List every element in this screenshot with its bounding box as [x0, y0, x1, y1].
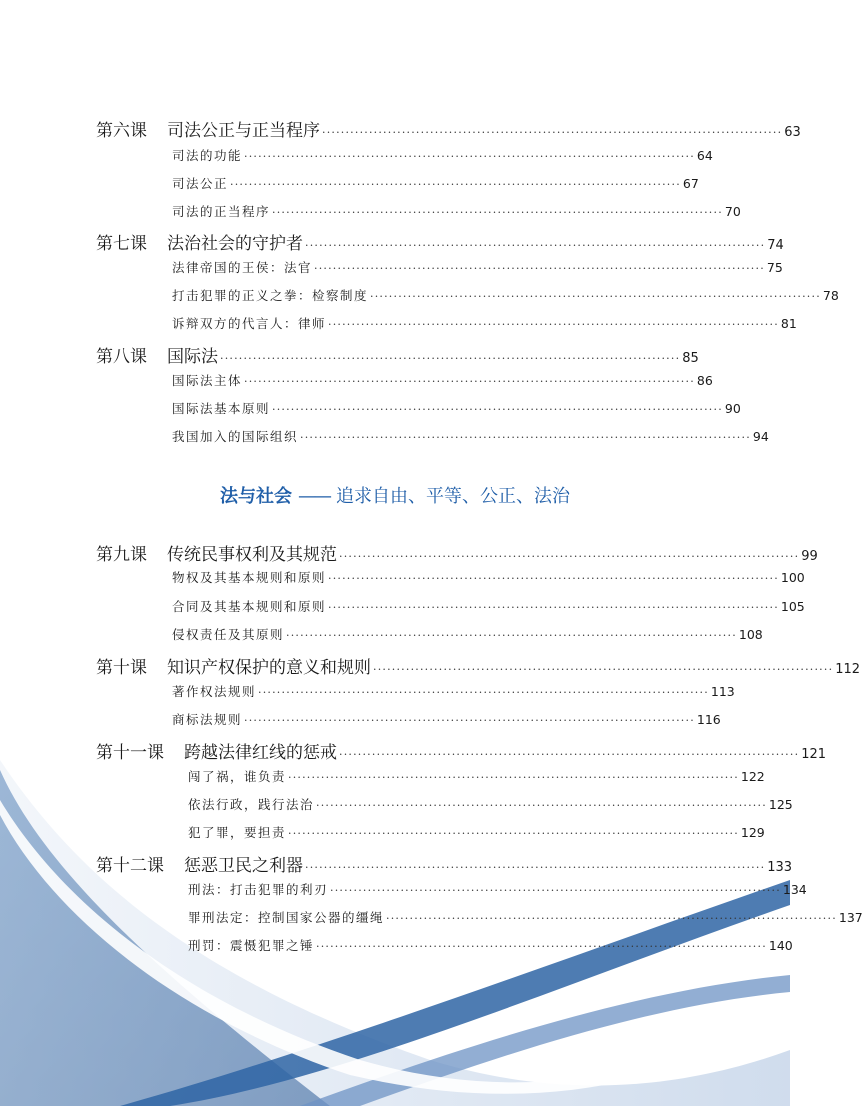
page-number: 78 [822, 288, 839, 303]
lesson-number: 第八课 [96, 347, 147, 367]
toc-entry[interactable] [172, 399, 741, 419]
toc-entry[interactable] [172, 682, 735, 702]
dot-leader: ·································································································· [305, 861, 766, 874]
toc-entry[interactable] [172, 371, 713, 391]
toc-lesson-6[interactable] [96, 116, 801, 141]
lesson-title: 传统民事权利及其规范 [167, 545, 337, 565]
lesson-title: 惩恶卫民之利器 [184, 856, 303, 876]
toc-entry[interactable] [172, 427, 769, 447]
entry-title: 我国加入的国际组织 [172, 429, 299, 444]
dot-leader: ································································································ [314, 262, 765, 275]
toc-entry[interactable] [188, 908, 863, 928]
dot-leader: ·································································································· [220, 352, 681, 365]
page-number: 125 [768, 797, 793, 812]
dot-leader: ·································································································· [339, 748, 800, 761]
toc-entry[interactable] [172, 710, 721, 730]
entry-title: 司法的正当程序 [172, 204, 271, 219]
dot-leader: ································································································ [272, 206, 723, 219]
page-number: 116 [696, 712, 721, 727]
toc-entry[interactable] [172, 597, 805, 617]
dot-leader: ································································································ [330, 884, 781, 897]
toc-entry[interactable] [172, 258, 783, 278]
lesson-number: 第九课 [96, 545, 147, 565]
entry-title: 国际法主体 [172, 373, 243, 388]
toc-entry[interactable] [188, 936, 793, 956]
toc-entry[interactable] [172, 286, 839, 306]
page-number: 85 [682, 351, 699, 366]
entry-title: 侵权责任及其原则 [172, 627, 285, 642]
dot-leader: ································································································ [288, 771, 739, 784]
page-number: 99 [801, 549, 818, 564]
page-number: 112 [835, 662, 861, 677]
dot-leader: ································································································ [316, 799, 767, 812]
entry-title: 商标法规则 [172, 712, 243, 727]
page-number: 133 [767, 860, 793, 875]
page-number: 67 [682, 176, 699, 191]
toc-entry[interactable] [172, 314, 797, 334]
toc-lesson-10[interactable] [96, 653, 861, 678]
section-subtitle: 追求自由、平等、公正、法治 [336, 486, 570, 507]
toc-entry[interactable] [188, 823, 765, 843]
entry-title: 打击犯罪的正义之拳：检察制度 [172, 288, 369, 303]
dot-leader: ·································································································· [305, 239, 766, 252]
toc-entry[interactable] [188, 795, 793, 815]
lesson-title: 司法公正与正当程序 [167, 121, 320, 141]
page-number: 90 [724, 401, 741, 416]
page-number: 94 [752, 429, 769, 444]
page-number: 70 [724, 204, 741, 219]
toc-entry[interactable] [172, 625, 763, 645]
dot-leader: ·································································································· [373, 663, 834, 676]
page-number: 64 [696, 148, 713, 163]
dot-leader: ································································································ [370, 290, 821, 303]
page-number: 121 [801, 747, 827, 762]
dot-leader: ································································································ [244, 714, 695, 727]
page-number: 81 [780, 316, 797, 331]
page-number: 75 [766, 260, 783, 275]
page-number: 122 [740, 769, 765, 784]
entry-title: 刑法：打击犯罪的利刃 [188, 882, 329, 897]
lesson-number: 第十课 [96, 658, 147, 678]
entry-title: 司法的功能 [172, 148, 243, 163]
page-number: 113 [710, 684, 735, 699]
toc-entry[interactable] [172, 146, 713, 166]
toc-lesson-11[interactable] [96, 738, 827, 763]
toc-entry[interactable] [172, 568, 805, 588]
toc-lesson-7[interactable] [96, 229, 784, 254]
section-main-title: 法与社会 [220, 486, 292, 507]
entry-title: 闯了祸，谁负责 [188, 769, 287, 784]
entry-title: 犯了罪，要担责 [188, 825, 287, 840]
entry-title: 国际法基本原则 [172, 401, 271, 416]
lesson-title: 国际法 [167, 347, 218, 367]
entry-title: 罪刑法定：控制国家公器的缰绳 [188, 910, 385, 925]
entry-title: 法律帝国的王侯：法官 [172, 260, 313, 275]
entry-title: 司法公正 [172, 176, 229, 191]
toc-entry[interactable] [172, 174, 699, 194]
dot-leader: ································································································ [286, 629, 737, 642]
page-number: 137 [838, 910, 863, 925]
page-number: 140 [768, 938, 793, 953]
entry-title: 刑罚：震慑犯罪之锤 [188, 938, 315, 953]
entry-title: 诉辩双方的代言人：律师 [172, 316, 327, 331]
dot-leader: ································································································ [258, 686, 709, 699]
page-number: 129 [740, 825, 765, 840]
toc-lesson-9[interactable] [96, 540, 818, 565]
dot-leader: ·································································································· [322, 126, 783, 139]
page-number: 100 [780, 570, 805, 585]
dot-leader: ·································································································· [339, 550, 800, 563]
toc-lesson-12[interactable] [96, 851, 793, 876]
lesson-title: 跨越法律红线的惩戒 [184, 743, 337, 763]
section-heading [0, 482, 790, 508]
page-number: 108 [738, 627, 763, 642]
lesson-number: 第六课 [96, 121, 147, 141]
toc-lesson-8[interactable] [96, 342, 699, 367]
dot-leader: ································································································ [328, 318, 779, 331]
lesson-title: 法治社会的守护者 [167, 234, 303, 254]
toc-entry[interactable] [188, 880, 807, 900]
dot-leader: ································································································ [386, 912, 837, 925]
lesson-number: 第七课 [96, 234, 147, 254]
lesson-title: 知识产权保护的意义和规则 [167, 658, 371, 678]
dot-leader: ································································································ [272, 403, 723, 416]
entry-title: 著作权法规则 [172, 684, 257, 699]
page-number: 86 [696, 373, 713, 388]
toc-entry[interactable] [172, 202, 741, 222]
page-number: 74 [767, 238, 784, 253]
entry-title: 依法行政，践行法治 [188, 797, 315, 812]
page-number: 134 [782, 882, 807, 897]
lesson-number: 第十二课 [96, 856, 164, 876]
entry-title: 合同及其基本规则和原则 [172, 599, 327, 614]
entry-title: 物权及其基本规则和原则 [172, 570, 327, 585]
dot-leader: ································································································ [230, 178, 681, 191]
dot-leader: ································································································ [328, 572, 779, 585]
page-number: 63 [784, 125, 801, 140]
section-dash: —— [298, 486, 330, 507]
dot-leader: ································································································ [328, 601, 779, 614]
dot-leader: ································································································ [244, 375, 695, 388]
dot-leader: ································································································ [316, 940, 767, 953]
lesson-number: 第十一课 [96, 743, 164, 763]
dot-leader: ································································································ [300, 431, 751, 444]
toc-entry[interactable] [188, 767, 765, 787]
dot-leader: ································································································ [288, 827, 739, 840]
page-number: 105 [780, 599, 805, 614]
dot-leader: ································································································ [244, 150, 695, 163]
